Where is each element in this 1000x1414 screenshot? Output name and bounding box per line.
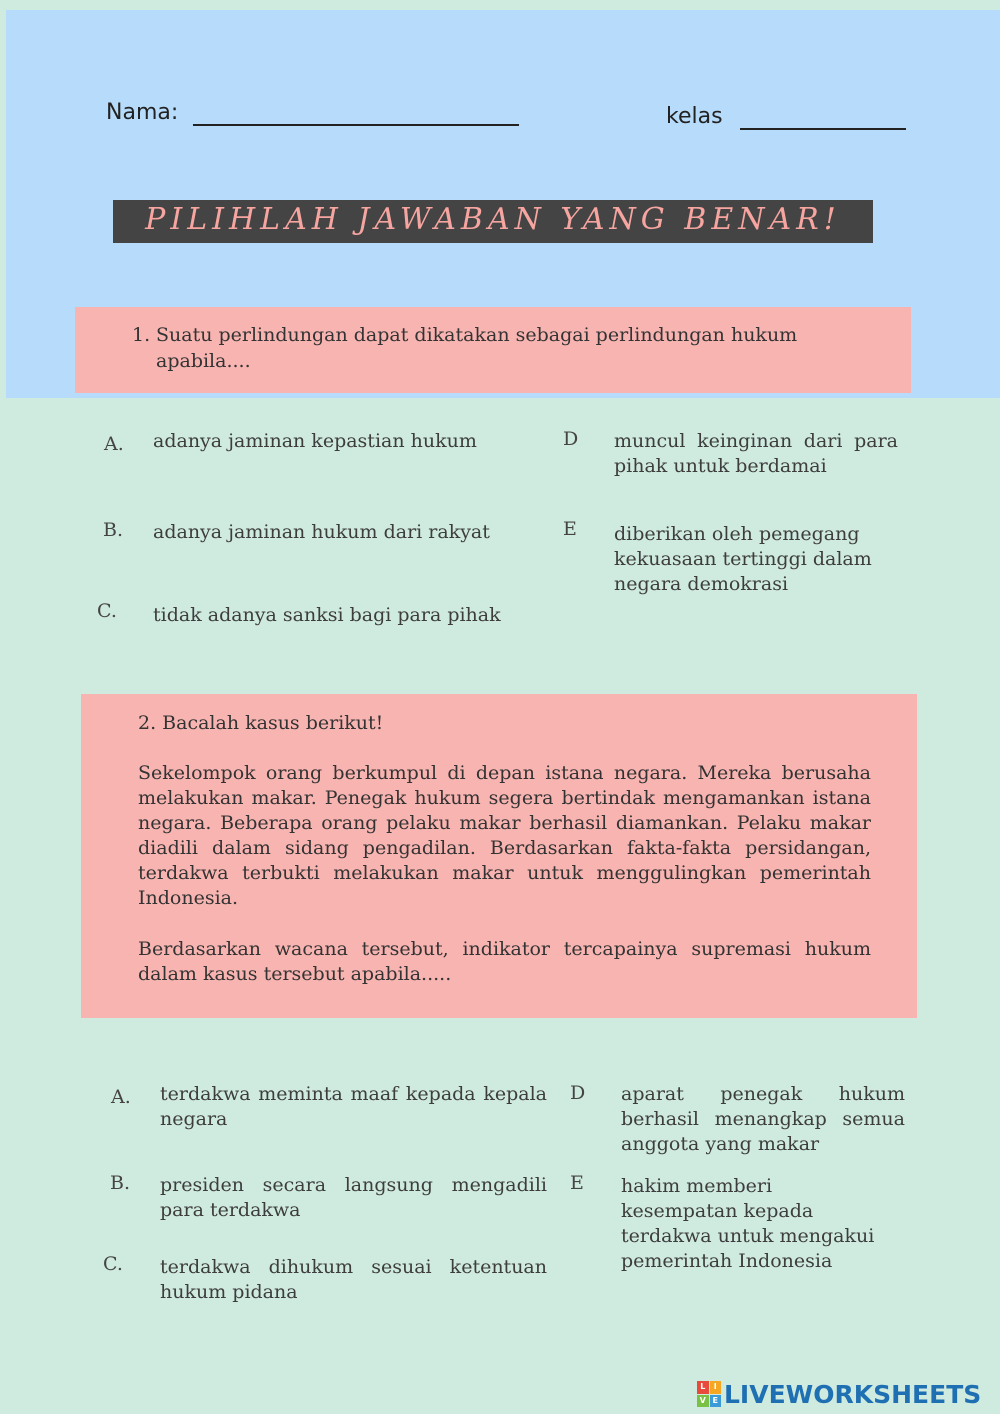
logo-mark-v: V xyxy=(697,1395,709,1408)
q2-option-b[interactable]: presiden secara langsung mengadili para terdakwa xyxy=(160,1174,547,1221)
liveworksheets-logo xyxy=(697,1378,981,1410)
q2-option-a[interactable]: terdakwa meminta maaf kepada kepala negara xyxy=(160,1083,547,1130)
name-input[interactable] xyxy=(193,96,519,126)
q2-option-a-letter: A. xyxy=(111,1086,131,1108)
instruction-title: PILIHLAH JAWABAN YANG BENAR! xyxy=(145,202,841,237)
q1-option-d-letter: D xyxy=(563,428,579,450)
q2-option-d[interactable]: aparat penegak hukum berhasil menangkap semua anggota yang makar xyxy=(621,1083,905,1155)
q1-option-e-letter: E xyxy=(563,518,577,540)
logo-mark-e: E xyxy=(710,1395,722,1408)
question-2-case-text: Sekelompok orang berkumpul di depan istana negara. Mereka berusaha melakukan makar. Penegak hukum segera bertindak mengamankan istana negara. Beberapa orang pelaku makar berhasil diamankan. Pelaku makar diadili dalam sidang pengadilan. Berdasarkan fakta-fakta persidangan, terdakwa terbukti melakukan makar untuk menggulingkan pemerintah Indonesia. xyxy=(138,762,871,909)
logo-mark-i: I xyxy=(710,1381,722,1394)
q1-option-a[interactable]: adanya jaminan kepastian hukum xyxy=(153,430,477,452)
question-1-text-line2: apabila.... xyxy=(156,350,251,372)
q1-option-e[interactable]: diberikan oleh pemegang kekuasaan tertinggi dalam negara demokrasi xyxy=(614,523,872,595)
question-2-prompt: Berdasarkan wacana tersebut, indikator tercapainya supremasi hukum dalam kasus tersebut apabila..... xyxy=(138,938,871,985)
q2-option-d-letter: D xyxy=(570,1082,586,1104)
liveworksheets-logo-text: LIVEWORKSHEETS xyxy=(724,1379,982,1409)
q1-option-c-letter: C. xyxy=(97,600,117,622)
q2-option-e[interactable]: hakim memberi kesempatan kepada terdakwa untuk mengakui pemerintah Indonesia xyxy=(621,1175,875,1272)
q1-option-b[interactable]: adanya jaminan hukum dari rakyat xyxy=(153,521,490,543)
class-label: kelas xyxy=(666,104,723,129)
q1-option-a-letter: A. xyxy=(104,433,124,455)
q2-option-c[interactable]: terdakwa dihukum sesuai ketentuan hukum pidana xyxy=(160,1256,547,1303)
q1-option-c[interactable]: tidak adanya sanksi bagi para pihak xyxy=(153,604,501,626)
q1-option-d[interactable]: muncul keinginan dari para pihak untuk berdamai xyxy=(614,430,898,477)
q2-option-c-letter: C. xyxy=(103,1253,123,1275)
q2-option-b-letter: B. xyxy=(110,1172,131,1194)
logo-mark-l: L xyxy=(697,1381,709,1394)
q2-option-e-letter: E xyxy=(570,1172,584,1194)
q1-option-b-letter: B. xyxy=(103,519,124,541)
instruction-banner xyxy=(113,200,873,243)
question-1-number: 1. xyxy=(132,324,151,346)
question-1-text-line1: Suatu perlindungan dapat dikatakan sebagai perlindungan hukum xyxy=(156,324,798,346)
class-input[interactable] xyxy=(740,100,906,130)
liveworksheets-logo-icon xyxy=(697,1381,721,1407)
name-label: Nama: xyxy=(106,100,179,125)
question-2-heading: 2. Bacalah kasus berikut! xyxy=(138,712,384,734)
